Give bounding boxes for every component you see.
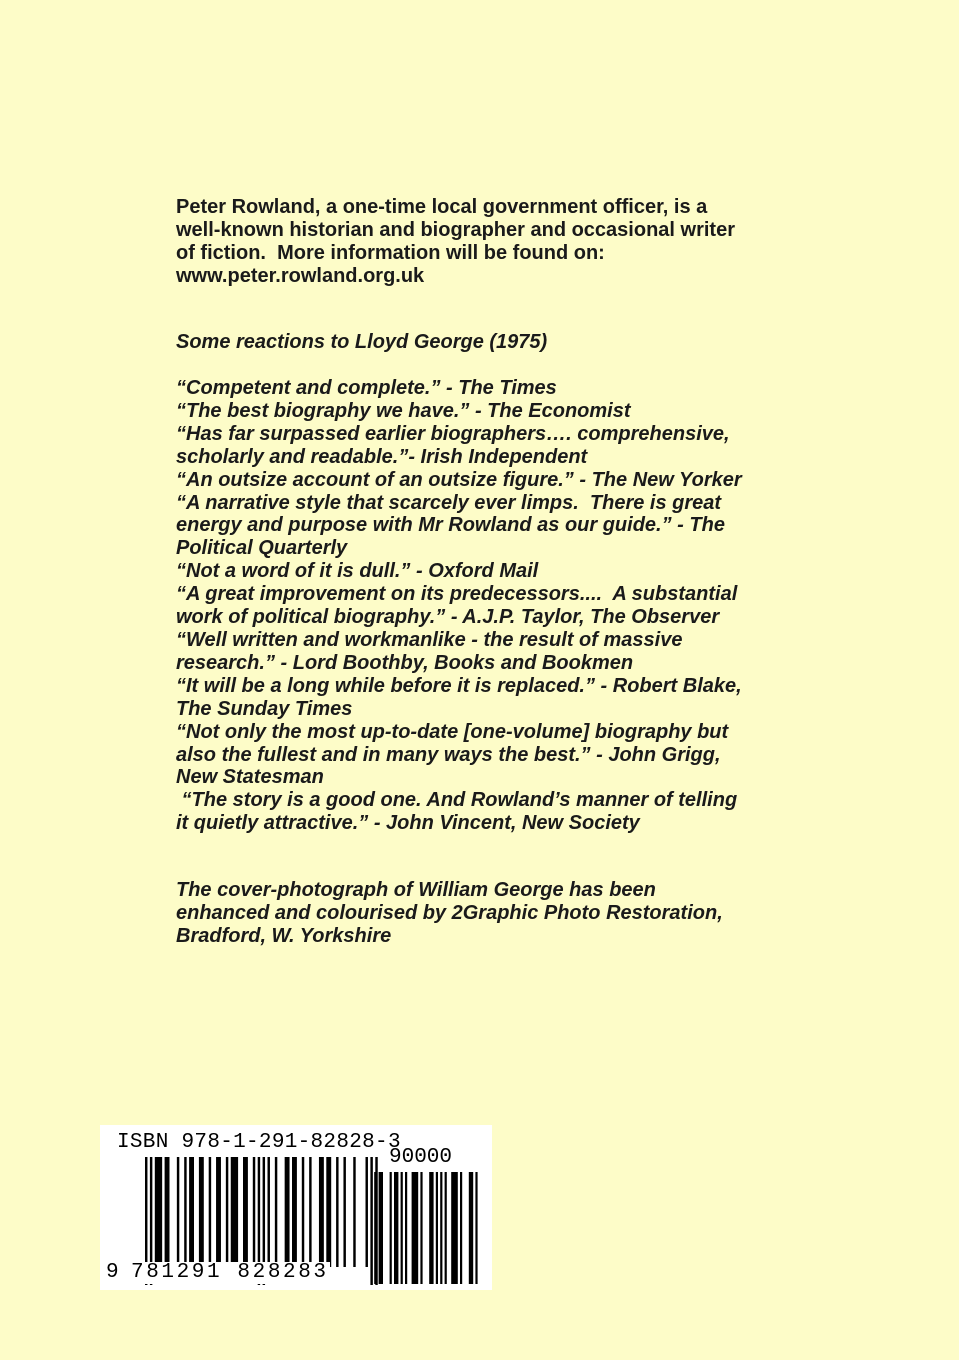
quote-line: “The best biography we have.” - The Economist xyxy=(176,399,631,422)
quote-line: “Competent and complete.” - The Times xyxy=(176,377,557,399)
quote-line: “Not only the most up-to-date [one-volume] biography but xyxy=(176,720,729,743)
barcode-bar xyxy=(184,1157,186,1267)
author-bio xyxy=(176,196,796,288)
quote-line: “Not a word of it is dull.” - Oxford Mail xyxy=(176,560,539,583)
barcode-bar xyxy=(366,1157,368,1267)
quote-line: Political Quarterly xyxy=(176,537,348,560)
cover-photo-credit xyxy=(176,879,796,948)
barcode-bar xyxy=(343,1157,345,1267)
addon-bar xyxy=(401,1172,403,1284)
barcode-bar xyxy=(177,1157,179,1267)
quote-line: “Well written and workmanlike - the result of massive xyxy=(176,628,683,651)
credit-line: Bradford, W. Yorkshire xyxy=(176,924,392,947)
isbn-barcode xyxy=(100,1125,492,1290)
barcode-bar xyxy=(199,1157,204,1267)
barcode-bar xyxy=(292,1157,297,1267)
addon-bar xyxy=(440,1172,442,1284)
quote-line: New Statesman xyxy=(176,766,324,789)
addon-bar xyxy=(436,1172,438,1284)
barcode-lead-digit: 9 xyxy=(106,1261,119,1284)
barcode-digits: 781291 828283 xyxy=(131,1261,329,1284)
barcode-bar xyxy=(336,1157,338,1267)
quote-line: research.” - Lord Boothby, Books and Bookmen xyxy=(176,651,634,674)
barcode-bar xyxy=(302,1157,304,1267)
barcode-bar xyxy=(165,1157,170,1267)
addon-bar xyxy=(451,1172,458,1284)
barcode-bar xyxy=(285,1157,290,1267)
addon-bar xyxy=(390,1172,392,1284)
reactions-heading: Some reactions to Lloyd George (1975) xyxy=(176,331,548,353)
quote-line: “A narrative style that scarcely ever limps. There is great xyxy=(176,491,722,514)
barcode-bar xyxy=(189,1157,194,1267)
barcode-bar xyxy=(326,1157,331,1267)
addon-bar xyxy=(420,1172,422,1284)
barcode-bar xyxy=(226,1157,228,1267)
addon-bar xyxy=(374,1172,376,1284)
quote-line: scholarly and readable.”- Irish Independent xyxy=(176,445,588,468)
barcode-bar xyxy=(243,1157,248,1267)
barcode-bar xyxy=(309,1157,311,1267)
bio-line: Peter Rowland, a one-time local government officer, is a xyxy=(176,196,708,218)
credit-line: enhanced and colourised by 2Graphic Photo Restoration, xyxy=(176,901,723,924)
addon-bar xyxy=(412,1172,419,1284)
quote-line: energy and purpose with Mr Rowland as our guide.” - The xyxy=(176,514,725,537)
barcode-bar xyxy=(319,1157,324,1267)
isbn-label: ISBN 978-1-291-82828-3 xyxy=(117,1131,401,1154)
quote-line: “It will be a long while before it is replaced.” - Robert Blake, xyxy=(176,674,742,697)
barcode-bar xyxy=(253,1157,255,1267)
addon-bar xyxy=(429,1172,433,1284)
barcode-bar xyxy=(353,1157,355,1267)
barcode-bar xyxy=(231,1157,238,1267)
addon-bar xyxy=(394,1172,398,1284)
bio-line: of fiction. More information will be found on: xyxy=(176,241,605,264)
price-code: 90000 xyxy=(389,1146,453,1169)
addon-bar xyxy=(379,1172,383,1284)
quote-line: “The story is a good one. And Rowland’s manner of telling xyxy=(176,789,738,812)
addon-bar xyxy=(475,1172,477,1284)
barcode-bar xyxy=(209,1157,211,1267)
addon-bar xyxy=(460,1172,462,1284)
addon-bar xyxy=(445,1172,447,1284)
barcode-bar xyxy=(275,1157,277,1267)
reactions-quotes xyxy=(176,377,796,835)
quote-line: The Sunday Times xyxy=(176,697,353,720)
addon-bar xyxy=(469,1172,473,1284)
barcode-bar xyxy=(268,1157,270,1267)
quote-line: work of political biography.” - A.J.P. Taylor, The Observer xyxy=(176,606,720,629)
credit-line: The cover-photograph of William George has been xyxy=(176,879,656,901)
bio-line: well-known historian and biographer and occasional writer xyxy=(176,218,735,241)
quote-line: it quietly attractive.” - John Vincent, New Society xyxy=(176,812,640,835)
barcode-bar xyxy=(155,1157,162,1267)
addon-bar xyxy=(405,1172,407,1284)
barcode-bar xyxy=(370,1157,372,1285)
quote-line: “A great improvement on its predecessors.... A substantial xyxy=(176,583,738,606)
quote-line: “Has far surpassed earlier biographers…. comprehensive, xyxy=(176,422,730,445)
bio-website: www.peter.rowland.org.uk xyxy=(176,264,425,287)
quote-line: “An outsize account of an outsize figure.” - The New Yorker xyxy=(176,468,742,491)
barcode-bar xyxy=(216,1157,221,1267)
quote-line: also the fullest and in many ways the best.” - John Grigg, xyxy=(176,743,721,766)
